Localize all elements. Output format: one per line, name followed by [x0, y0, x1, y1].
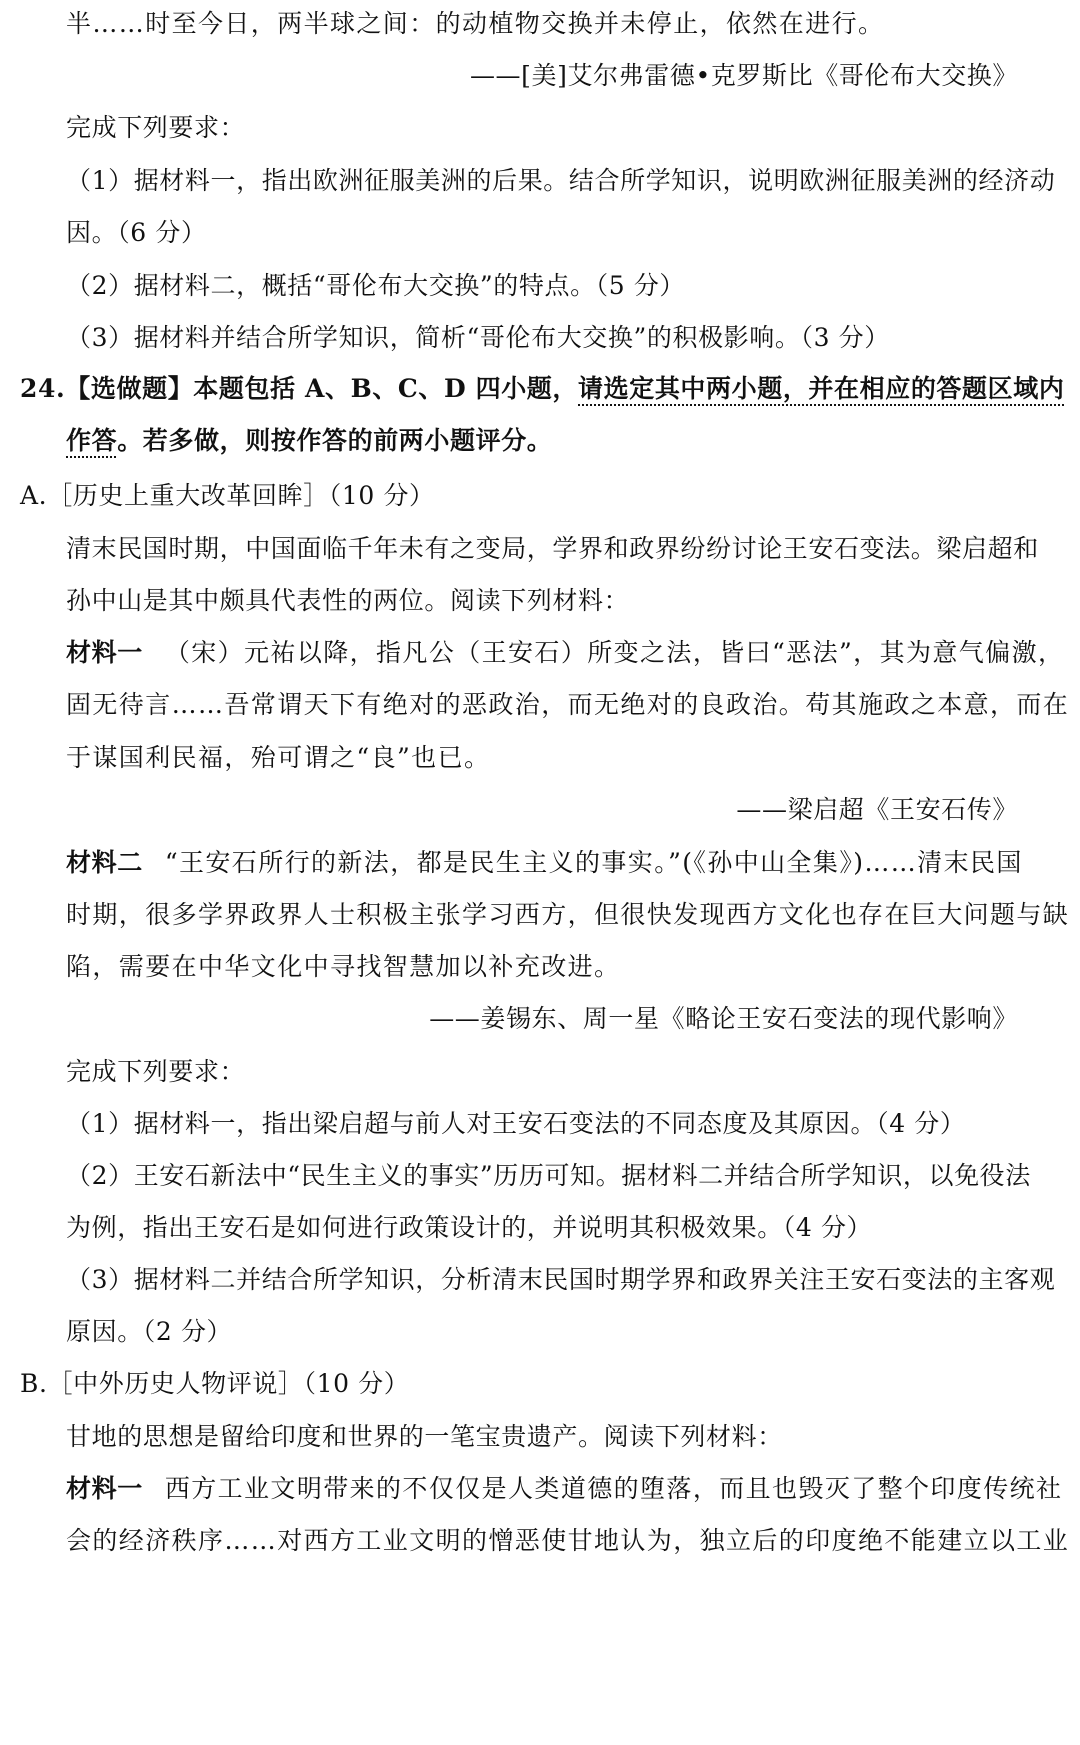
section-a-material-1-line-1 — [66, 637, 1064, 669]
q24-emphasis-text: 请选定其中两小题，并在相应的答题区域内 — [578, 374, 1065, 403]
section-a-question-2-line-2: 为例，指出王安石是如何进行政策设计的，并说明其积极效果。（4 分） — [66, 1213, 873, 1242]
q24-instruction-line-2 — [66, 425, 552, 457]
section-a-material-1-line-3: 于谋国利民福，殆可谓之“良”也已。 — [66, 743, 491, 772]
section-a-material-2-line-3: 陷，需要在中华文化中寻找智慧加以补充改进。 — [66, 952, 621, 981]
material-text: 西方工业文明带来的不仅仅是人类道德的堕落，而且也毁灭了整个印度传统社 — [164, 1474, 1063, 1503]
material-text: “王安石所行的新法，都是民生主义的事实。”(《孙中山全集》)……清末民国 — [164, 848, 1023, 877]
section-a-question-3-line-2: 原因。（2 分） — [66, 1317, 233, 1346]
section-a-intro-line-2: 孙中山是其中颇具代表性的两位。阅读下列材料： — [66, 586, 630, 615]
q24-rest-text: 。若多做，则按作答的前两小题评分。 — [117, 426, 553, 455]
q24-emphasis-text-2: 作答 — [66, 426, 118, 455]
q24-plain-text: 24.【选做题】本题包括 A、B、C、D 四小题， — [20, 374, 579, 403]
section-a-material-1-line-2: 固无待言……吾常谓天下有绝对的恶政治，而无绝对的良政治。苟其施政之本意，而在 — [66, 690, 1070, 719]
section-a-complete-requirements: 完成下列要求： — [66, 1057, 246, 1086]
top-question-1-line-2: 因。（6 分） — [66, 218, 207, 247]
top-citation: ——[美]艾尔弗雷德•克罗斯比《哥伦布大交换》 — [469, 61, 1018, 90]
material-label: 材料一 — [66, 638, 143, 667]
section-b-material-1-line-2: 会的经济秩序……对西方工业文明的憎恶使甘地认为，独立后的印度绝不能建立以工业 — [66, 1526, 1070, 1555]
section-b-intro: 甘地的思想是留给印度和世界的一笔宝贵遗产。阅读下列材料： — [66, 1422, 783, 1451]
top-text-line-1: 半……时至今日，两半球之间：的动植物交换并未停止，依然在进行。 — [66, 9, 885, 38]
section-b-heading: B.［中外历史人物评说］（10 分） — [20, 1369, 410, 1398]
section-a-heading: A.［历史上重大改革回眸］（10 分） — [20, 481, 435, 510]
material-label: 材料一 — [66, 1474, 143, 1503]
material-label: 材料二 — [66, 848, 143, 877]
section-b-material-1-line-1 — [66, 1473, 1062, 1505]
complete-requirements-label: 完成下列要求： — [66, 113, 246, 142]
section-a-material-2-line-2: 时期，很多学界政界人士积极主张学习西方，但很快发现西方文化也存在巨大问题与缺 — [66, 900, 1070, 929]
section-a-intro-line-1: 清末民国时期，中国面临千年未有之变局，学界和政界纷纷讨论王安石变法。梁启超和 — [66, 534, 1039, 563]
section-a-material-2-citation: ——姜锡东、周一星《略论王安石变法的现代影响》 — [429, 1004, 1018, 1033]
top-question-1-line-1: （1）据材料一，指出欧洲征服美洲的后果。结合所学知识，说明欧洲征服美洲的经济动 — [66, 166, 1056, 195]
top-question-2: （2）据材料二，概括“哥伦布大交换”的特点。（5 分） — [66, 271, 686, 300]
section-a-question-1: （1）据材料一，指出梁启超与前人对王安石变法的不同态度及其原因。（4 分） — [66, 1109, 966, 1138]
material-text: （宋）元祐以降，指凡公（王安石）所变之法，皆曰“恶法”，其为意气偏激， — [164, 638, 1065, 667]
section-a-question-2-line-1: （2）王安石新法中“民生主义的事实”历历可知。据材料二并结合所学知识，以免役法 — [66, 1161, 1031, 1190]
section-a-material-1-citation: ——梁启超《王安石传》 — [736, 795, 1018, 824]
section-a-question-3-line-1: （3）据材料二并结合所学知识，分析清末民国时期学界和政界关注王安石变法的主客观 — [66, 1265, 1056, 1294]
top-question-3: （3）据材料并结合所学知识，简析“哥伦布大交换”的积极影响。（3 分） — [66, 323, 890, 352]
q24-instruction-line-1 — [20, 373, 1064, 405]
section-a-material-2-line-1 — [66, 847, 1023, 879]
